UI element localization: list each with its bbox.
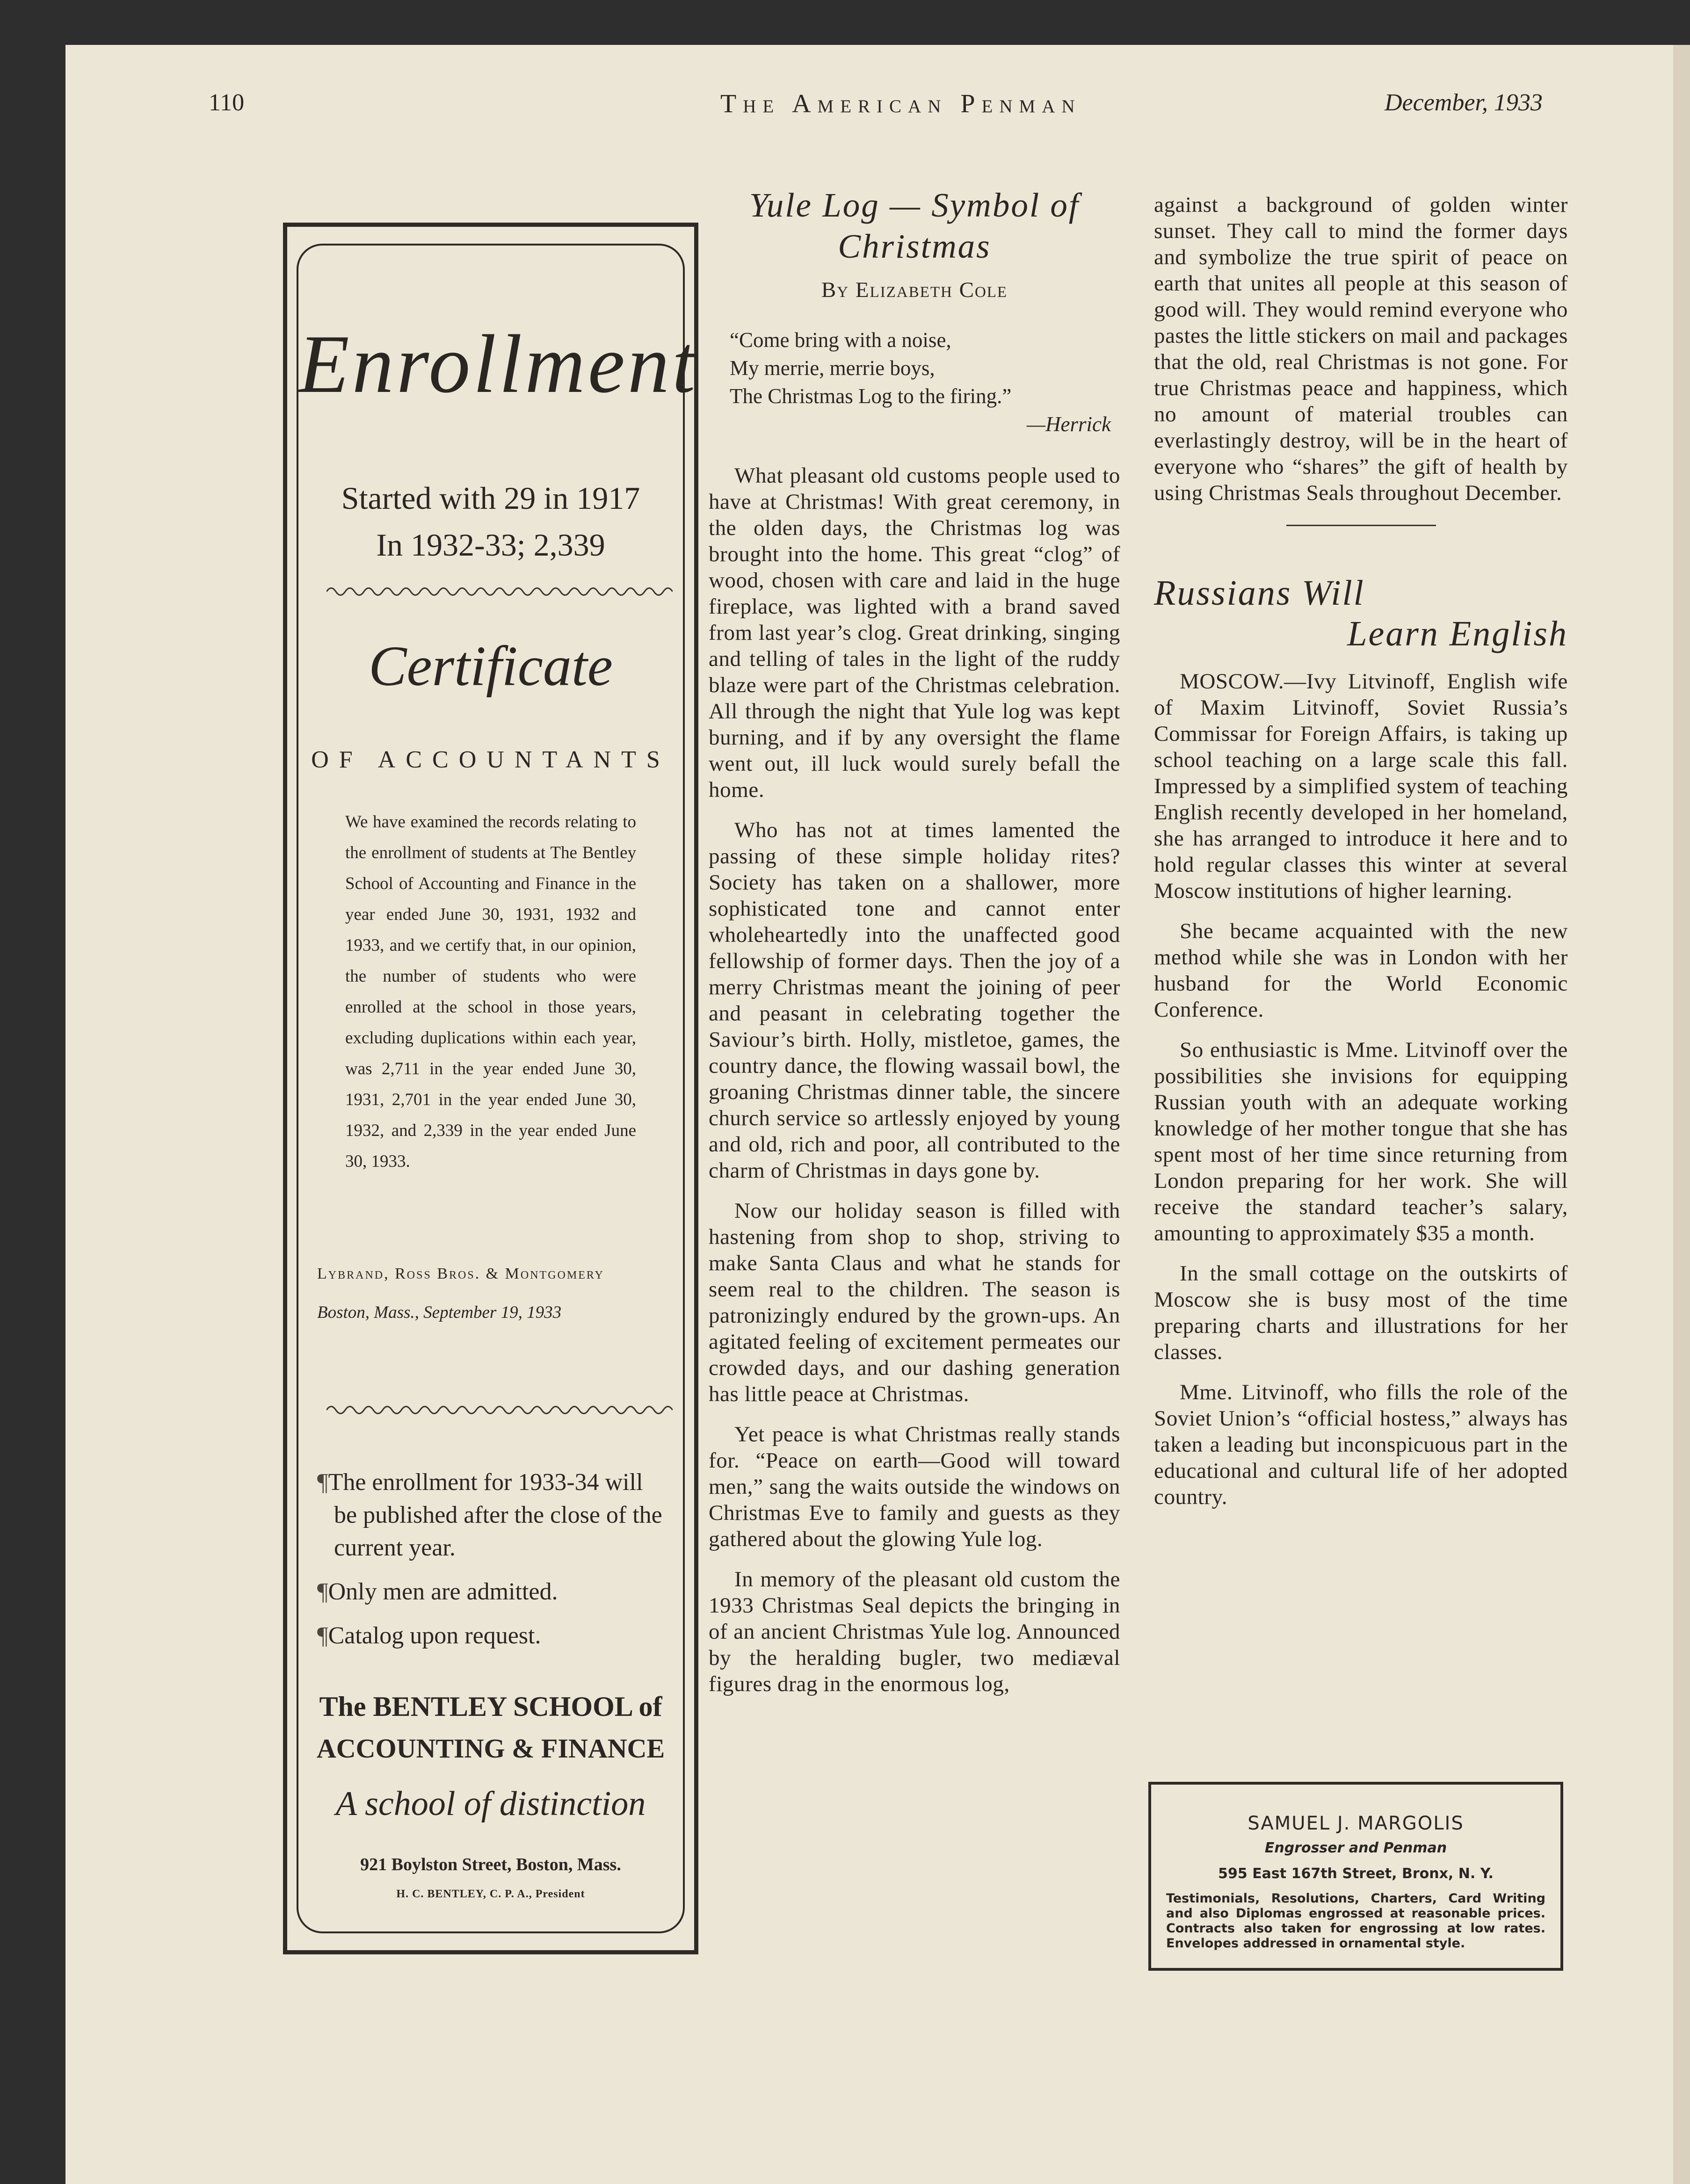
paragraph: So enthusiastic is Mme. Litvinoff over the possibilities she invisions for equipping Russian youth with an adequate working knowledge of her mother tongue that she has spent most of her time since returning from London preparing for her work. She will receive the standard teacher’s salary, amounting to approximately $35 a month. [1154,1038,1568,1245]
enrollment-stats [298,475,683,568]
section-rule [1286,525,1436,526]
poem-line: My merrie, merrie boys, [730,356,935,380]
certificate-place-date: Boston, Mass., September 19, 1933 [317,1303,562,1322]
article-byline: By Elizabeth Cole [821,278,1008,302]
certificate-subtitle: OF ACCOUNTANTS [311,746,670,773]
issue-date: December, 1933 [1385,89,1543,116]
bentley-advertisement [283,223,698,1954]
school-name-line2: ACCOUNTING & FINANCE [316,1733,665,1764]
pilcrow-icon: ¶ [317,1469,328,1496]
certificate-body: We have examined the records relating to the enrollment of students at The Bentley School of Accounting and Finance in the year ended June 30, 1931, 1932 and 1933, and we certify that, in our opinion, the number of students who were enrolled at the school in those years, excluding duplications within each year, was 2,711 in the year ended June 30, 1931, 2,701 in the year ended June 30, 1932, and 2,339 in the year ended June 30, 1933. [345,812,636,1171]
wavy-divider [326,1401,673,1419]
current-line: In 1932-33; 2,339 [376,527,605,563]
advertiser-address: 595 East 167th Street, Bronx, N. Y. [1218,1866,1494,1882]
school-address: 921 Boylston Street, Boston, Mass. [360,1855,621,1874]
certificate-title: Certificate [369,635,613,698]
poem-attribution: —Herrick [1027,412,1111,436]
yule-log-article [709,185,1120,1711]
margolis-advertisement [1148,1782,1563,1971]
certificate-signature: Lybrand, Ross Bros. & Montgomery [317,1265,604,1282]
right-column [1154,192,1568,1524]
paragraph: Yet peace is what Christmas really stands for. “Peace on earth—Good will toward men,” sang the waits outside the windows on Christmas Eve to family and guests as they gathered about the glowing Yule log. [709,1422,1120,1551]
paragraph: In the small cottage on the outskirts of Moscow she is busy most of the time preparing charts and illustrations for her classes. [1154,1261,1568,1364]
paragraph: against a background of golden winter sunset. They call to mind the former days and symbolize the true spirit of peace on earth that unites all people at this season of good will. They would remind everyone who pastes the little stickers on mail and packages that the old, real Christmas is not gone. For true Christmas peace and happiness, which no amount of material troubles can everlastingly destroy, will be in the heart of everyone who “shares” the gift of health by using Christmas Seals throughout December. [1154,193,1568,505]
paragraph: Now our holiday season is filled with hastening from shop to shop, striving to make Santa Claus and what he stands for seem real to the children. The season is patronizingly endured by the grown-ups. An agitated feeling of excitement permeates our crowded days, and our dashing generation has little peace at Christmas. [709,1199,1120,1406]
paragraph: What pleasant old customs people used to have at Christmas! With great ceremony, in the olden days, the Christmas log was brought into the home. This great “clog” of wood, chosen with care and laid in the huge fireplace, was lighted with a brand saved from last year’s clog. Great drinking, singing and telling of tales in the light of the ruddy blaze were part of the Christmas celebration. All through the night that Yule log was kept burning, and if by any oversight the flame went out, ill luck would surely befall the home. [709,463,1120,802]
paragraph: In memory of the pleasant old custom the 1933 Christmas Seal depicts the bringing in of an ancient Christmas Yule log. Announced by the heralding bugler, two mediæval figures drag in the enormous log, [709,1567,1120,1696]
paragraph: Mme. Litvinoff, who fills the role of the Soviet Union’s “official hostess,” always has taken a leading but inconspicuous part in the educational and cultural life of her adopted country. [1154,1380,1568,1509]
page-number: 110 [209,89,245,116]
started-line: Started with 29 in 1917 [341,480,640,516]
wavy-divider [326,582,673,601]
article-continuation [1154,192,1568,506]
advertiser-name: SAMUEL J. MARGOLIS [1248,1813,1464,1834]
article2-title-line2: Learn English [1347,614,1568,653]
article-body [709,463,1120,1697]
advertiser-role: Engrosser and Penman [1264,1840,1447,1856]
article2-title-line1: Russians Will [1154,573,1365,613]
school-motto: A school of distinction [335,1785,646,1823]
epigraph-poem [709,326,1120,438]
poem-line: “Come bring with a noise, [730,328,951,352]
article-title: Yule Log — Symbol of Christmas [749,186,1080,265]
pilcrow-icon: ¶ [317,1622,328,1649]
article2-body [1154,668,1568,1510]
paragraph: Who has not at times lamented the passing of these simple holiday rites? Society has taken on a shallower, more sophisticated tone and cannot enter wholeheartedly into the unaffected good fellowship of former days. Then the joy of a merry Christmas meant the joining of peer and peasant in celebrating together the Saviour’s birth. Holly, mistletoe, games, the country dance, the flowing wassail bowl, the groaning Christmas dinner table, the sincere church service so artlessly enjoyed by young and old, rich and poor, all contributed to the charm of Christmas in days gone by. [709,818,1120,1183]
paragraph: She became acquainted with the new method while she was in London with her husband for the World Economic Conference. [1154,919,1568,1022]
ad-bullet-list [317,1466,664,1663]
ad-inner-frame [297,244,698,1933]
masthead: The American Penman [720,89,1081,118]
ad-title: Enrollment [298,318,698,410]
poem-line: The Christmas Log to the firing.” [730,384,1012,408]
bullet-item: ¶Catalog upon request. [317,1622,541,1649]
pilcrow-icon: ¶ [317,1578,328,1605]
advertiser-description: Testimonials, Resolutions, Charters, Card Writing and also Diplomas engrossed at reasonable prices. Contracts also taken for engrossing at low rates. Envelopes addressed in ornamental style. [1166,1891,1545,1951]
bullet-item: ¶Only men are admitted. [317,1578,558,1605]
school-president: H. C. BENTLEY, C. P. A., President [396,1888,585,1900]
page-spine [1673,45,1690,2184]
school-name: The BENTLEY SCHOOL of [319,1691,662,1722]
paragraph: MOSCOW.—Ivy Litvinoff, English wife of Maxim Litvinoff, Soviet Russia’s Commissar for Foreign Affairs, is taking up school teaching on a large scale this fall. Impressed by a simplified system of teaching English recently developed in her homeland, she has arranged to introduce it here and to hold regular classes this winter at several Moscow institutions of higher learning. [1154,669,1568,903]
bullet-item: ¶The enrollment for 1933-34 will be published after the close of the current year. [317,1469,662,1561]
